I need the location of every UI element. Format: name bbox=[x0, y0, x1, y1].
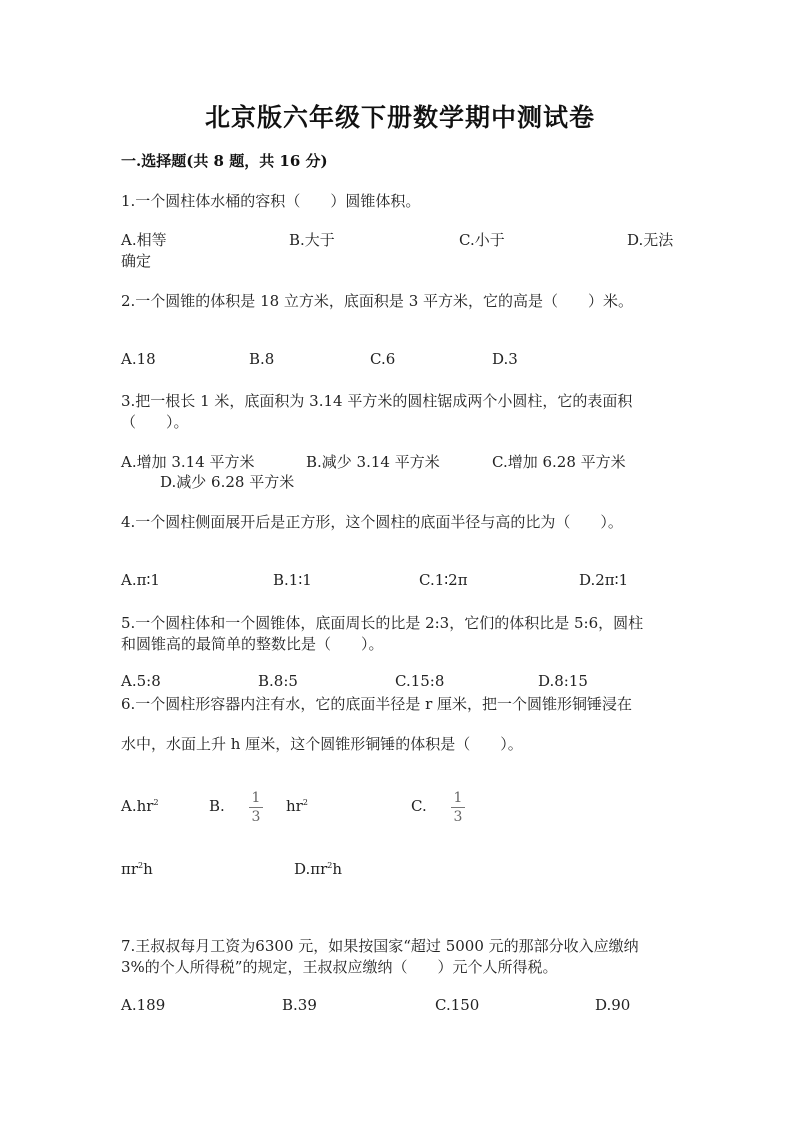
page-title: 北京版六年级下册数学期中测试卷 bbox=[204, 103, 595, 132]
question-4: 4.一个圆柱侧面展开后是正方形，这个圆柱的底面半径与高的比为（ ）。 bbox=[121, 513, 623, 531]
q6-option-d-exponent: 2 bbox=[327, 861, 333, 870]
q6-option-c-fraction bbox=[451, 790, 465, 825]
question-7-line-1: 7.王叔叔每月工资为6300 元，如果按国家“超过 5000 元的那部分收入应缴纳 bbox=[121, 937, 639, 955]
q6-option-b-fraction bbox=[249, 790, 263, 825]
q6-option-c-cont-text: πr bbox=[121, 860, 139, 878]
q5-option-c: C.15:8 bbox=[395, 672, 445, 690]
q3-option-b: B.减少 3.14 平方米 bbox=[306, 453, 440, 471]
q4-option-b: B.1∶1 bbox=[273, 571, 312, 589]
q6-option-c-continued bbox=[121, 860, 153, 878]
fraction-numerator: 1 bbox=[453, 790, 463, 806]
question-3-line-1: 3.把一根长 1 米，底面积为 3.14 平方米的圆柱锯成两个小圆柱，它的表面积 bbox=[121, 392, 633, 410]
q5-option-a: A.5:8 bbox=[121, 672, 161, 690]
question-6-line-2: 水中，水面上升 h 厘米，这个圆锥形铜锤的体积是（ ）。 bbox=[121, 735, 523, 753]
q3-option-d: D.减少 6.28 平方米 bbox=[160, 473, 295, 491]
question-7-line-2: 3%的个人所得税”的规定，王叔叔应缴纳（ ）元个人所得税。 bbox=[121, 958, 558, 976]
fraction-bar bbox=[451, 807, 465, 808]
q6-option-c: C. bbox=[411, 797, 427, 815]
q6-option-c-exponent: 2 bbox=[138, 861, 144, 870]
q1-option-c: C.小于 bbox=[459, 231, 505, 249]
q6-option-d-tail: h bbox=[332, 860, 343, 878]
q6-option-c-tail: h bbox=[143, 860, 153, 878]
q6-option-b-exponent: 2 bbox=[302, 798, 308, 807]
q3-option-c: C.增加 6.28 平方米 bbox=[492, 453, 626, 471]
q7-option-c: C.150 bbox=[435, 996, 480, 1014]
q6-option-d bbox=[294, 860, 342, 878]
question-1: 1.一个圆柱体水桶的容积（ ）圆锥体积。 bbox=[121, 192, 421, 210]
fraction-denominator: 3 bbox=[251, 809, 261, 825]
q7-option-a: A.189 bbox=[121, 996, 166, 1014]
question-5-line-1: 5.一个圆柱体和一个圆锥体，底面周长的比是 2:3，它们的体积比是 5:6，圆柱 bbox=[121, 614, 644, 632]
q6-option-a-text: A.hr bbox=[121, 797, 154, 815]
fraction-denominator: 3 bbox=[453, 809, 463, 825]
q6-option-a-exponent: 2 bbox=[153, 798, 159, 807]
q5-option-b: B.8:5 bbox=[258, 672, 298, 690]
q4-option-a: A.π∶1 bbox=[121, 571, 160, 589]
q6-option-d-text: D.πr bbox=[294, 860, 328, 878]
q6-option-b-tail-text: hr bbox=[286, 797, 303, 815]
q2-option-b: B.8 bbox=[249, 350, 275, 368]
q6-option-b-tail bbox=[286, 797, 308, 815]
question-3-line-2: （ ）。 bbox=[121, 413, 189, 431]
q1-option-d-continued: 确定 bbox=[121, 252, 152, 270]
q6-option-b: B. bbox=[209, 797, 225, 815]
question-2: 2.一个圆锥的体积是 18 立方米，底面积是 3 平方米，它的高是（ ）米。 bbox=[121, 292, 634, 310]
question-5-line-2: 和圆锥高的最简单的整数比是（ ）。 bbox=[121, 635, 384, 653]
q1-option-a: A.相等 bbox=[121, 231, 167, 249]
q4-option-c: C.1∶2π bbox=[419, 571, 468, 589]
q7-option-d: D.90 bbox=[595, 996, 631, 1014]
section-heading: 一.选择题(共 8 题，共 16 分) bbox=[121, 152, 328, 170]
question-6-line-1: 6.一个圆柱形容器内注有水，它的底面半径是 r 厘米，把一个圆锥形铜锤浸在 bbox=[121, 695, 633, 713]
q6-option-a bbox=[121, 797, 159, 815]
q2-option-d: D.3 bbox=[492, 350, 518, 368]
q1-option-d: D.无法 bbox=[627, 231, 674, 249]
q3-option-a: A.增加 3.14 平方米 bbox=[121, 453, 255, 471]
q4-option-d: D.2π∶1 bbox=[579, 571, 629, 589]
fraction-numerator: 1 bbox=[251, 790, 261, 806]
fraction-bar bbox=[249, 807, 263, 808]
q1-option-b: B.大于 bbox=[289, 231, 335, 249]
q5-option-d: D.8:15 bbox=[538, 672, 588, 690]
q2-option-a: A.18 bbox=[121, 350, 156, 368]
q2-option-c: C.6 bbox=[370, 350, 396, 368]
q7-option-b: B.39 bbox=[282, 996, 317, 1014]
